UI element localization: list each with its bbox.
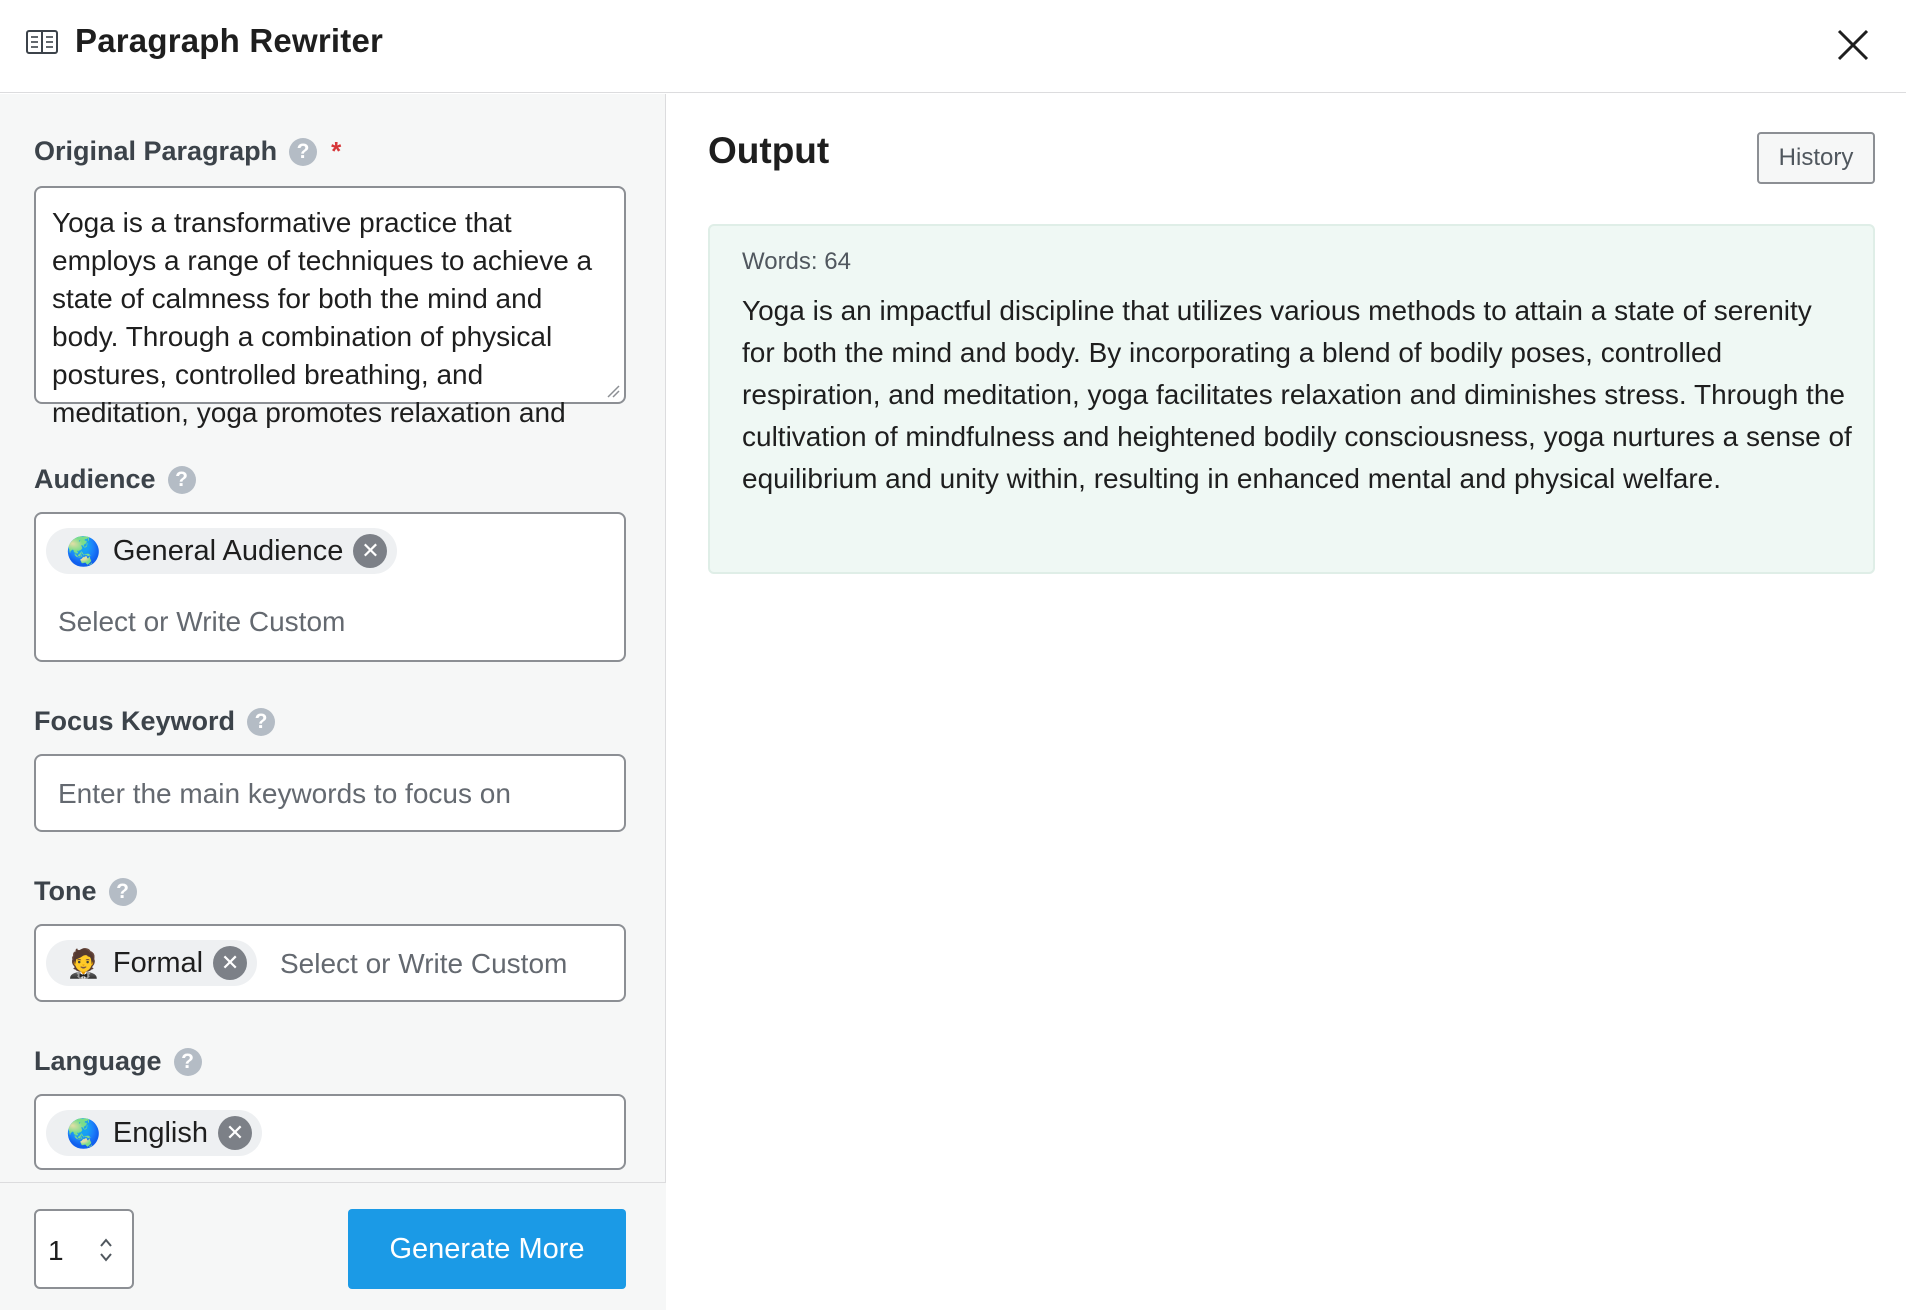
word-count: Words: 64 (742, 248, 851, 275)
settings-panel (0, 94, 666, 1310)
language-chip: 🌏 English ✕ (46, 1110, 262, 1156)
remove-chip-icon[interactable]: ✕ (213, 946, 247, 980)
modal-title: Paragraph Rewriter (75, 22, 384, 59)
close-button[interactable] (1830, 22, 1876, 68)
tone-chip: 🤵 Formal ✕ (46, 940, 257, 986)
original-paragraph-label: Original Paragraph ? * (34, 136, 342, 166)
help-icon[interactable]: ? (109, 878, 137, 906)
remove-chip-icon[interactable]: ✕ (353, 534, 387, 568)
tone-label: Tone ? (34, 876, 137, 907)
audience-label: Audience ? (34, 464, 196, 495)
required-mark: * (331, 136, 342, 166)
output-panel (667, 94, 1906, 1310)
close-icon (1836, 28, 1870, 62)
language-label: Language ? (34, 1046, 202, 1077)
focus-keyword-label: Focus Keyword ? (34, 706, 275, 737)
help-icon[interactable]: ? (247, 708, 275, 736)
globe-icon: 🌏 (66, 535, 101, 567)
count-stepper[interactable]: 1 (34, 1209, 134, 1289)
output-text: Yoga is an impactful discipline that utilizes various methods to attain a state of serenity for both the mind and body. By incorporating a blend of bodily poses, controlled respiration, and meditation, yoga facilitates relaxation and diminishes stress. Through the cultivation of mindfulness and heightened bodily consciousness, yoga nurtures a sense of equilibrium and unity within, resulting in enhanced mental and physical welfare. (742, 295, 1852, 494)
person-icon: 🤵 (66, 947, 101, 979)
audience-select[interactable] (34, 512, 626, 662)
help-icon[interactable]: ? (168, 466, 196, 494)
resize-handle-icon[interactable] (606, 384, 620, 398)
help-icon[interactable]: ? (174, 1048, 202, 1076)
audience-chip: 🌏 General Audience ✕ (46, 528, 397, 574)
history-button[interactable]: History (1757, 132, 1875, 184)
generate-more-button[interactable]: Generate More (348, 1209, 626, 1289)
book-icon (26, 29, 58, 55)
globe-icon: 🌏 (66, 1117, 101, 1149)
original-paragraph-textarea[interactable]: Yoga is a transformative practice that employs a range of techniques to achieve a state of calmness for both the mind and body. Through a combination of physical postures, controlled breathing, and meditation, yoga promotes relaxation and (34, 186, 626, 404)
focus-keyword-input[interactable]: Enter the main keywords to focus on (34, 754, 626, 832)
panel-footer (0, 1182, 666, 1310)
language-select[interactable] (34, 1094, 626, 1170)
remove-chip-icon[interactable]: ✕ (218, 1116, 252, 1150)
output-title: Output (708, 130, 830, 171)
output-card (708, 224, 1875, 574)
audience-input[interactable]: Select or Write Custom (58, 606, 346, 637)
modal-header (0, 0, 1906, 93)
stepper-arrows-icon[interactable] (98, 1235, 114, 1265)
tone-input[interactable]: Select or Write Custom (280, 948, 568, 979)
help-icon[interactable]: ? (289, 138, 317, 166)
tone-select[interactable] (34, 924, 626, 1002)
